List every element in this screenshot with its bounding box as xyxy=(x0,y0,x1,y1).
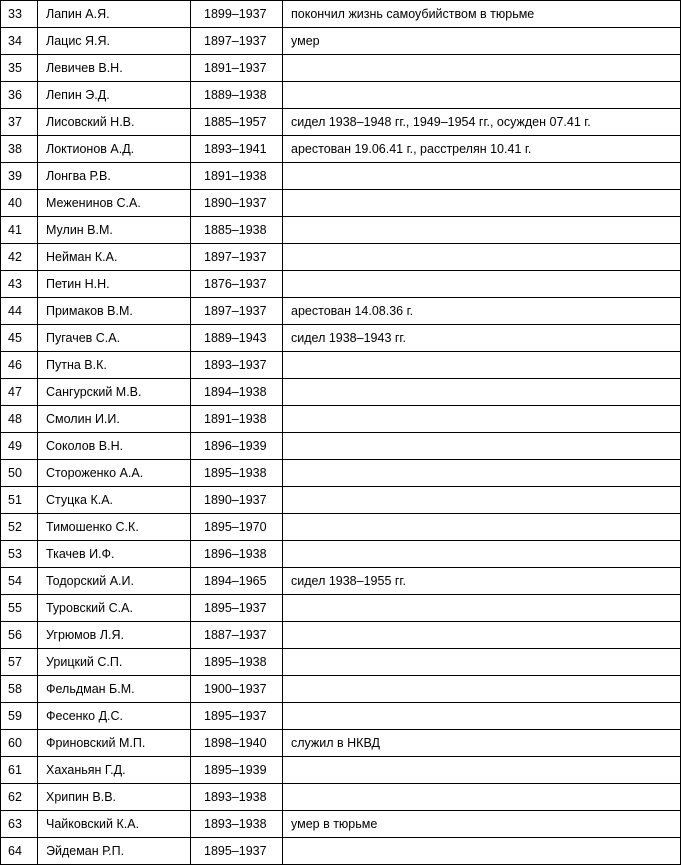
table-row xyxy=(1,82,681,109)
life-years: 1893–1941 xyxy=(191,136,283,163)
life-years: 1893–1937 xyxy=(191,352,283,379)
life-years: 1895–1938 xyxy=(191,460,283,487)
life-years: 1885–1957 xyxy=(191,109,283,136)
row-number: 62 xyxy=(1,784,38,811)
fate-note: арестован 14.08.36 г. xyxy=(283,298,681,325)
person-name: Тодорский А.И. xyxy=(38,568,191,595)
life-years: 1894–1938 xyxy=(191,379,283,406)
life-years: 1890–1937 xyxy=(191,487,283,514)
person-name: Локтионов А.Д. xyxy=(38,136,191,163)
life-years: 1895–1937 xyxy=(191,838,283,865)
row-number: 45 xyxy=(1,325,38,352)
fate-note xyxy=(283,244,681,271)
fate-note xyxy=(283,703,681,730)
table-row xyxy=(1,595,681,622)
life-years: 1891–1938 xyxy=(191,406,283,433)
person-name: Петин Н.Н. xyxy=(38,271,191,298)
life-years: 1889–1938 xyxy=(191,82,283,109)
table-row xyxy=(1,649,681,676)
life-years: 1900–1937 xyxy=(191,676,283,703)
fate-note xyxy=(283,595,681,622)
table-row xyxy=(1,730,681,757)
table-row xyxy=(1,676,681,703)
life-years: 1887–1937 xyxy=(191,622,283,649)
table-row xyxy=(1,217,681,244)
life-years: 1891–1937 xyxy=(191,55,283,82)
person-name: Меженинов С.А. xyxy=(38,190,191,217)
person-name: Хаханьян Г.Д. xyxy=(38,757,191,784)
table-row xyxy=(1,433,681,460)
row-number: 64 xyxy=(1,838,38,865)
row-number: 46 xyxy=(1,352,38,379)
table-row xyxy=(1,55,681,82)
fate-note: служил в НКВД xyxy=(283,730,681,757)
fate-note: сидел 1938–1943 гг. xyxy=(283,325,681,352)
table-row xyxy=(1,190,681,217)
row-number: 63 xyxy=(1,811,38,838)
fate-note: арестован 19.06.41 г., расстрелян 10.41 г. xyxy=(283,136,681,163)
fate-note: умер xyxy=(283,28,681,55)
person-name: Фесенко Д.С. xyxy=(38,703,191,730)
fate-note xyxy=(283,487,681,514)
fate-note xyxy=(283,460,681,487)
person-name: Стороженко А.А. xyxy=(38,460,191,487)
life-years: 1897–1937 xyxy=(191,28,283,55)
person-name: Мулин В.М. xyxy=(38,217,191,244)
table-row xyxy=(1,784,681,811)
row-number: 57 xyxy=(1,649,38,676)
table-row xyxy=(1,568,681,595)
row-number: 42 xyxy=(1,244,38,271)
row-number: 40 xyxy=(1,190,38,217)
person-name: Хрипин В.В. xyxy=(38,784,191,811)
fate-note xyxy=(283,82,681,109)
row-number: 58 xyxy=(1,676,38,703)
fate-note: умер в тюрьме xyxy=(283,811,681,838)
fate-note xyxy=(283,514,681,541)
fate-note: сидел 1938–1955 гг. xyxy=(283,568,681,595)
person-name: Смолин И.И. xyxy=(38,406,191,433)
life-years: 1895–1939 xyxy=(191,757,283,784)
table-row xyxy=(1,406,681,433)
table-row xyxy=(1,541,681,568)
fate-note xyxy=(283,433,681,460)
life-years: 1893–1938 xyxy=(191,811,283,838)
table-row xyxy=(1,460,681,487)
fate-note xyxy=(283,649,681,676)
row-number: 54 xyxy=(1,568,38,595)
person-name: Фельдман Б.М. xyxy=(38,676,191,703)
table-row xyxy=(1,325,681,352)
table-row xyxy=(1,703,681,730)
table-row xyxy=(1,379,681,406)
life-years: 1890–1937 xyxy=(191,190,283,217)
person-name: Сангурский М.В. xyxy=(38,379,191,406)
life-years: 1889–1943 xyxy=(191,325,283,352)
row-number: 52 xyxy=(1,514,38,541)
row-number: 35 xyxy=(1,55,38,82)
table-row xyxy=(1,136,681,163)
person-name: Соколов В.Н. xyxy=(38,433,191,460)
row-number: 44 xyxy=(1,298,38,325)
person-name: Лацис Я.Я. xyxy=(38,28,191,55)
row-number: 59 xyxy=(1,703,38,730)
row-number: 39 xyxy=(1,163,38,190)
life-years: 1896–1939 xyxy=(191,433,283,460)
person-name: Фриновский М.П. xyxy=(38,730,191,757)
row-number: 50 xyxy=(1,460,38,487)
table-row xyxy=(1,487,681,514)
fate-note xyxy=(283,406,681,433)
table-row xyxy=(1,838,681,865)
life-years: 1899–1937 xyxy=(191,1,283,28)
row-number: 47 xyxy=(1,379,38,406)
row-number: 36 xyxy=(1,82,38,109)
person-name: Стуцка К.А. xyxy=(38,487,191,514)
row-number: 48 xyxy=(1,406,38,433)
fate-note xyxy=(283,838,681,865)
row-number: 37 xyxy=(1,109,38,136)
row-number: 55 xyxy=(1,595,38,622)
fate-note xyxy=(283,379,681,406)
life-years: 1895–1938 xyxy=(191,649,283,676)
table-row xyxy=(1,109,681,136)
person-name: Чайковский К.А. xyxy=(38,811,191,838)
row-number: 60 xyxy=(1,730,38,757)
fate-note xyxy=(283,190,681,217)
table-row xyxy=(1,298,681,325)
table-row xyxy=(1,1,681,28)
fate-note xyxy=(283,55,681,82)
life-years: 1891–1938 xyxy=(191,163,283,190)
person-name: Нейман К.А. xyxy=(38,244,191,271)
life-years: 1893–1938 xyxy=(191,784,283,811)
row-number: 34 xyxy=(1,28,38,55)
table-row xyxy=(1,514,681,541)
life-years: 1895–1937 xyxy=(191,703,283,730)
fate-note xyxy=(283,163,681,190)
life-years: 1885–1938 xyxy=(191,217,283,244)
life-years: 1895–1970 xyxy=(191,514,283,541)
life-years: 1876–1937 xyxy=(191,271,283,298)
person-name: Ткачев И.Ф. xyxy=(38,541,191,568)
person-name: Пугачев С.А. xyxy=(38,325,191,352)
table-row xyxy=(1,271,681,298)
person-name: Туровский С.А. xyxy=(38,595,191,622)
fate-note xyxy=(283,217,681,244)
fate-note xyxy=(283,541,681,568)
row-number: 43 xyxy=(1,271,38,298)
person-name: Урицкий С.П. xyxy=(38,649,191,676)
person-name: Эйдеман Р.П. xyxy=(38,838,191,865)
person-name: Путна В.К. xyxy=(38,352,191,379)
row-number: 41 xyxy=(1,217,38,244)
fate-note xyxy=(283,757,681,784)
fate-note: покончил жизнь самоубийством в тюрьме xyxy=(283,1,681,28)
row-number: 56 xyxy=(1,622,38,649)
person-name: Левичев В.Н. xyxy=(38,55,191,82)
life-years: 1897–1937 xyxy=(191,298,283,325)
person-name: Лонгва Р.В. xyxy=(38,163,191,190)
fate-note xyxy=(283,352,681,379)
fate-note xyxy=(283,676,681,703)
person-name: Тимошенко С.К. xyxy=(38,514,191,541)
row-number: 49 xyxy=(1,433,38,460)
table-body xyxy=(1,1,681,865)
row-number: 33 xyxy=(1,1,38,28)
row-number: 38 xyxy=(1,136,38,163)
row-number: 53 xyxy=(1,541,38,568)
fate-note: сидел 1938–1948 гг., 1949–1954 гг., осужден 07.41 г. xyxy=(283,109,681,136)
table-row xyxy=(1,28,681,55)
person-name: Примаков В.М. xyxy=(38,298,191,325)
table-row xyxy=(1,244,681,271)
fate-note xyxy=(283,622,681,649)
life-years: 1894–1965 xyxy=(191,568,283,595)
life-years: 1897–1937 xyxy=(191,244,283,271)
life-years: 1895–1937 xyxy=(191,595,283,622)
table-row xyxy=(1,622,681,649)
person-name: Лапин А.Я. xyxy=(38,1,191,28)
person-name: Лепин Э.Д. xyxy=(38,82,191,109)
row-number: 51 xyxy=(1,487,38,514)
table-row xyxy=(1,163,681,190)
life-years: 1896–1938 xyxy=(191,541,283,568)
person-name: Угрюмов Л.Я. xyxy=(38,622,191,649)
table-row xyxy=(1,811,681,838)
life-years: 1898–1940 xyxy=(191,730,283,757)
table-row xyxy=(1,352,681,379)
table-row xyxy=(1,757,681,784)
row-number: 61 xyxy=(1,757,38,784)
fate-note xyxy=(283,271,681,298)
person-name: Лисовский Н.В. xyxy=(38,109,191,136)
fate-note xyxy=(283,784,681,811)
